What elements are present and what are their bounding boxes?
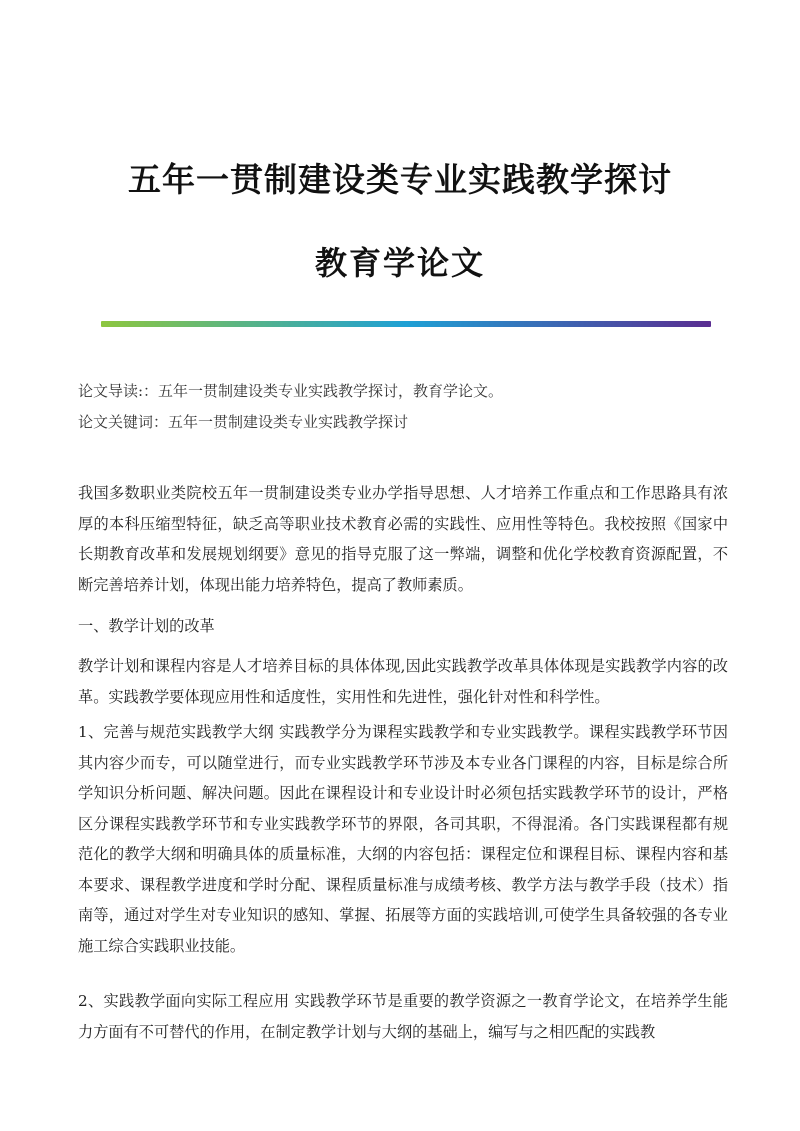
section-paragraph: 教学计划和课程内容是人才培养目标的具体体现,因此实践教学改革具体体现是实践教学内容的改革。实践教学要体现应用性和适度性，实用性和先进性，强化针对性和科学性。 [78, 657, 728, 706]
document-title: 五年一贯制建设类专业实践教学探讨 [128, 160, 672, 199]
paper-guide: 论文导读:：五年一贯制建设类专业实践教学探讨，教育学论文。 [78, 382, 504, 400]
intro-paragraph: 我国多数职业类院校五年一贯制建设类专业办学指导思想、人才培养工作重点和工作思路具有浓厚的本科压缩型特征，缺乏高等职业技术教育必需的实践性、应用性等特色。我校按照《国家中长期教育改革和发展规划纲要》意见的指导克服了这一弊端，调整和优化学校教育资源配置，不断完善培养计划，体现出能力培养特色，提高了教师素质。 [78, 484, 728, 594]
section-heading: 一、教学计划的改革 [78, 617, 215, 635]
gradient-divider [101, 321, 711, 327]
paper-keywords: 论文关键词：五年一贯制建设类专业实践教学探讨 [78, 413, 409, 431]
document-subtitle: 教育学论文 [314, 244, 485, 282]
item-paragraph-1: 1、完善与规范实践教学大纲 实践教学分为课程实践教学和专业实践教学。课程实践教学环节因其内容少而专，可以随堂进行，而专业实践教学环节涉及本专业各门课程的内容，目标是综合所学知识分析问题、解决问题。因此在课程设计和专业设计时必须包括实践教学环节的设计，严格区分课程实践教学环节和专业实践教学环节的界限，各司其职，不得混淆。各门实践课程都有规范化的教学大纲和明确具体的质量标准，大纲的内容包括：课程定位和课程目标、课程内容和基本要求、课程教学进度和学时分配、课程质量标准与成绩考核、教学方法与教学手段（技术）指南等，通过对学生对专业知识的感知、掌握、拓展等方面的实践培训,可使学生具备较强的各专业施工综合实践职业技能。 [78, 723, 728, 955]
item-paragraph-2: 2、实践教学面向实际工程应用 实践教学环节是重要的教学资源之一教育学论文，在培养学生能力方面有不可替代的作用，在制定教学计划与大纲的基础上，编写与之相匹配的实践教 [78, 992, 728, 1041]
